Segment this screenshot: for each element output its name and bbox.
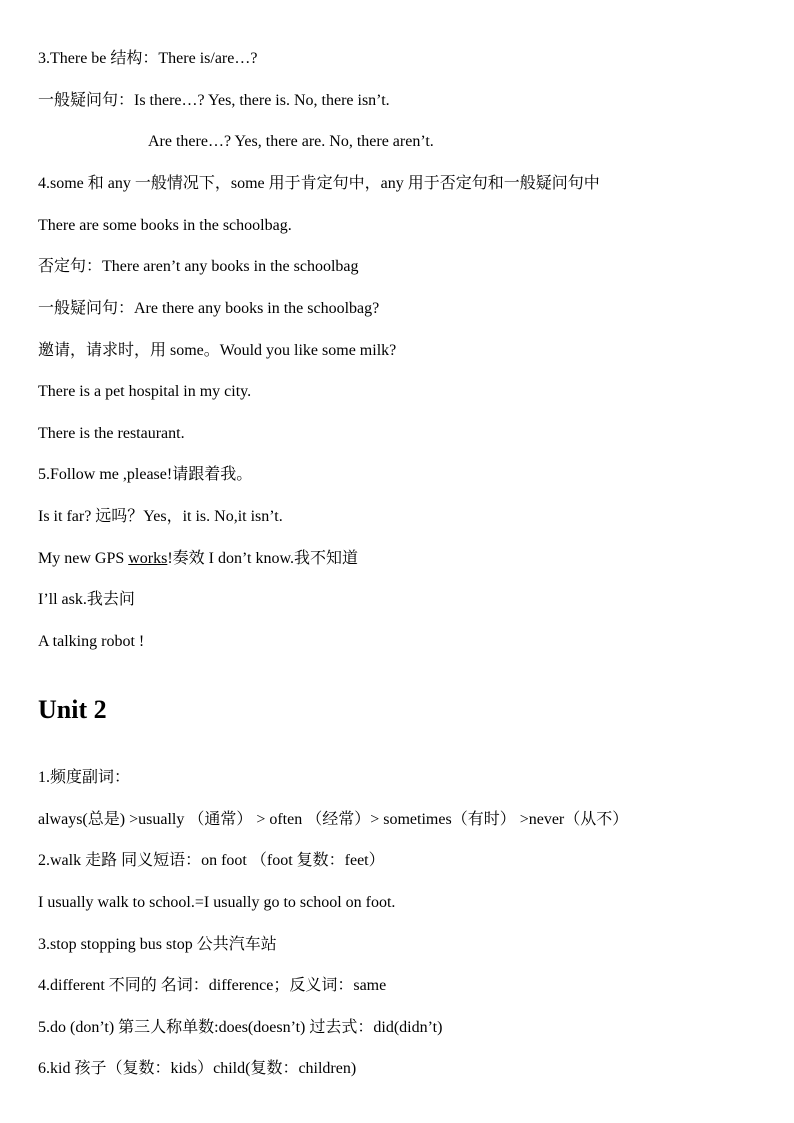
text-line: 3.stop stopping bus stop 公共汽车站	[38, 936, 277, 953]
text-line: 5.do (don’t) 第三人称单数:does(doesn’t) 过去式：did(didn’t)	[38, 1019, 443, 1036]
text-line: 一般疑问句：Are there any books in the schoolbag?	[38, 300, 380, 317]
text-line: I’ll ask.我去问	[38, 591, 135, 608]
text-line: 2.walk 走路 同义短语：on foot （foot 复数：feet）	[38, 852, 385, 869]
text-line: 3.There be 结构：There is/are…?	[38, 50, 258, 67]
unit-heading: Unit 2	[38, 695, 107, 724]
text-line: 4.some 和 any 一般情况下，some 用于肯定句中，any 用于否定句和一般疑问句中	[38, 175, 600, 192]
text-line: I usually walk to school.=I usually go to school on foot.	[38, 894, 396, 911]
text-line: 邀请，请求时，用 some。Would you like some milk?	[38, 342, 397, 359]
text-line: 4.different 不同的 名词：difference；反义词：same	[38, 977, 387, 994]
text-segment: My new GPS	[38, 550, 129, 567]
underlined-word: works	[128, 550, 168, 567]
text-line: A talking robot !	[38, 633, 145, 650]
text-line: Are there…? Yes, there are. No, there aren’t.	[148, 133, 434, 150]
gps-line	[38, 549, 358, 569]
text-line: 6.kid 孩子（复数：kids）child(复数：children)	[38, 1060, 357, 1077]
text-line: always(总是) >usually （通常） > often （经常）> sometimes（有时） >never（从不）	[38, 811, 629, 828]
text-line: There is the restaurant.	[38, 425, 185, 442]
text-line: 1.频度副词：	[38, 769, 131, 786]
text-line: Is it far? 远吗？Yes，it is. No,it isn’t.	[38, 508, 283, 525]
text-line: There is a pet hospital in my city.	[38, 383, 252, 400]
text-line: 否定句：There aren’t any books in the schoolbag	[38, 258, 359, 275]
text-line: 一般疑问句：Is there…? Yes, there is. No, there isn’t.	[38, 92, 390, 109]
text-segment: !奏效 I don’t know.我不知道	[167, 550, 359, 567]
text-line: There are some books in the schoolbag.	[38, 217, 292, 234]
text-line: 5.Follow me ,please!请跟着我。	[38, 466, 253, 483]
